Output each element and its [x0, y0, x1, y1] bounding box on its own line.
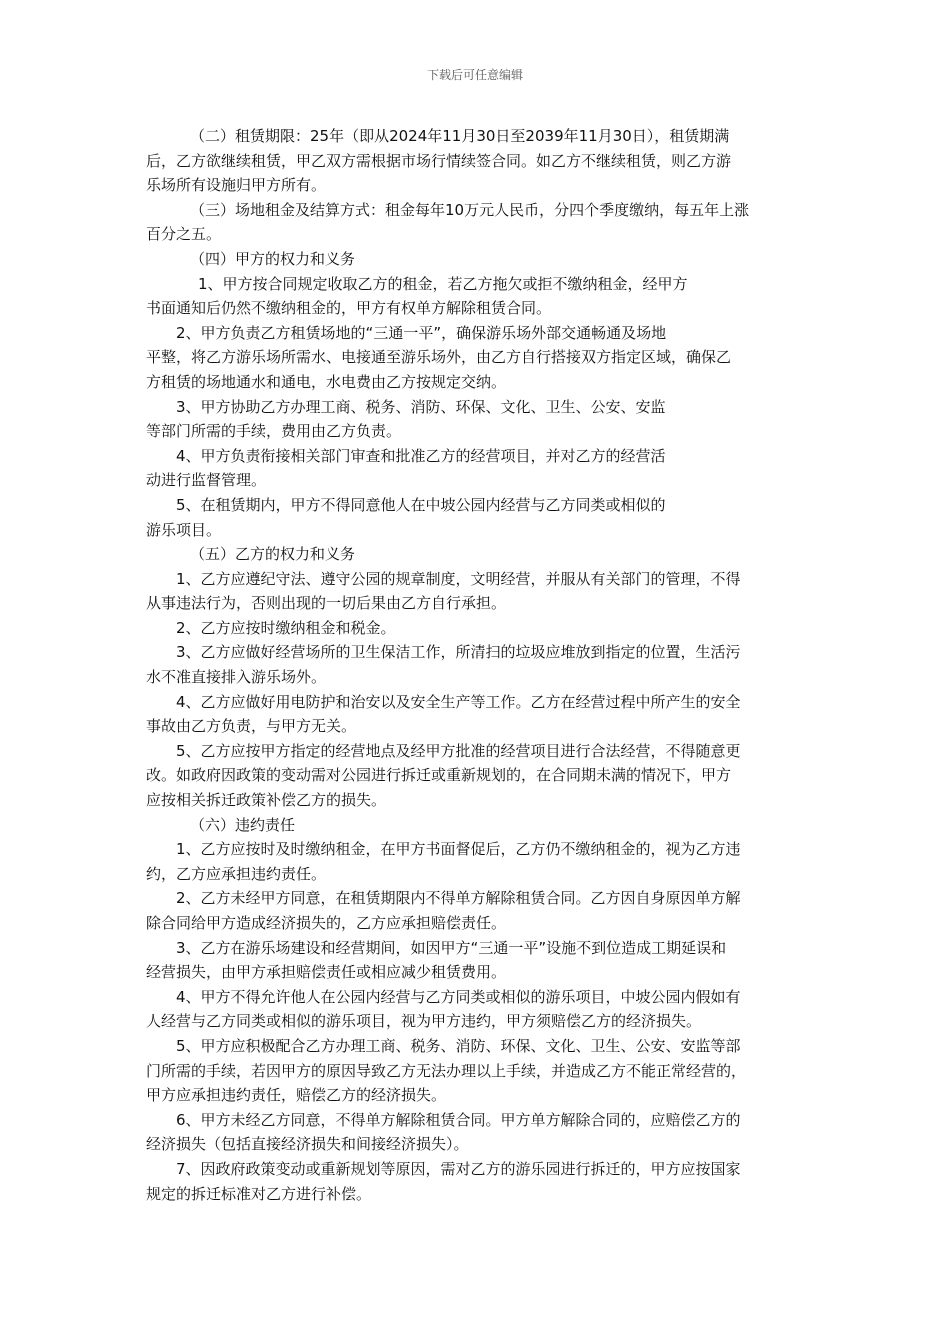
text-line: 改。如政府因政策的变动需对公园进行拆迁或重新规划的，在合同期未满的情况下，甲方	[146, 766, 732, 785]
text-line: 甲方应承担违约责任，赔偿乙方的经济损失。	[146, 1086, 447, 1105]
text-line: 方租赁的场地通水和通电，水电费由乙方按规定交纳。	[146, 372, 507, 391]
text-line: 应按相关拆迁政策补偿乙方的损失。	[146, 791, 387, 810]
text-line: 事故由乙方负责，与甲方无关。	[146, 717, 357, 736]
text-line: 从事违法行为，否则出现的一切后果由乙方自行承担。	[146, 594, 507, 613]
text-line: 5、乙方应按甲方指定的经营地点及经甲方批准的经营项目进行合法经营，不得随意更	[176, 741, 741, 760]
section-heading: （四）甲方的权力和义务	[190, 249, 356, 268]
text-line: 3、甲方协助乙方办理工商、税务、消防、环保、文化、卫生、公安、安监	[176, 397, 666, 416]
text-line: 水不准直接排入游乐场外。	[146, 668, 327, 687]
text-line: 5、在租赁期内，甲方不得同意他人在中坡公园内经营与乙方同类或相似的	[176, 495, 666, 514]
text-line: 4、甲方不得允许他人在公园内经营与乙方同类或相似的游乐项目，中坡公园内假如有	[176, 987, 741, 1006]
text-line: 约，乙方应承担违约责任。	[146, 864, 327, 883]
text-line: 乐场所有设施归甲方所有。	[146, 176, 327, 195]
text-line: 4、乙方应做好用电防护和治安以及安全生产等工作。乙方在经营过程中所产生的安全	[176, 692, 741, 711]
text-line: 平整，将乙方游乐场所需水、电接通至游乐场外，由乙方自行搭接双方指定区域，确保乙	[146, 348, 732, 367]
text-line: 除合同给甲方造成经济损失的，乙方应承担赔偿责任。	[146, 914, 507, 932]
text-line: 4、甲方负责衔接相关部门审查和批准乙方的经营项目，并对乙方的经营活	[176, 446, 666, 465]
text-line: 门所需的手续，若因甲方的原因导致乙方无法办理以上手续，并造成乙方不能正常经营的，	[146, 1061, 747, 1080]
contract-body	[146, 124, 816, 1206]
text-line: 2、乙方未经甲方同意，在租赁期限内不得单方解除租赁合同。乙方因自身原因单方解	[176, 889, 741, 908]
text-line: 人经营与乙方同类或相似的游乐项目，视为甲方违约，甲方须赔偿乙方的经济损失。	[146, 1012, 702, 1031]
page-header: 下载后可任意编辑	[426, 68, 523, 82]
text-line: 6、甲方未经乙方同意，不得单方解除租赁合同。甲方单方解除合同的，应赔偿乙方的	[176, 1110, 741, 1129]
text-line: 百分之五。	[146, 225, 222, 244]
section-heading: （五）乙方的权力和义务	[190, 545, 356, 564]
text-line: 规定的拆迁标准对乙方进行补偿。	[146, 1184, 372, 1203]
text-line: 书面通知后仍然不缴纳租金的，甲方有权单方解除租赁合同。	[146, 299, 552, 318]
text-line: 后，乙方欲继续租赁，甲乙双方需根据市场行情续签合同。如乙方不继续租赁，则乙方游	[146, 151, 732, 170]
text-line: 3、乙方应做好经营场所的卫生保洁工作，所清扫的垃圾应堆放到指定的位置，生活污	[176, 643, 741, 662]
text-line: 1、乙方应按时及时缴纳租金，在甲方书面督促后，乙方仍不缴纳租金的，视为乙方违	[176, 840, 741, 859]
text-line: （三）场地租金及结算方式：租金每年10万元人民币，分四个季度缴纳，每五年上涨	[190, 200, 750, 219]
text-line: 2、乙方应按时缴纳租金和税金。	[176, 618, 396, 637]
text-line: 5、甲方应积极配合乙方办理工商、税务、消防、环保、文化、卫生、公安、安监等部	[176, 1036, 741, 1055]
text-line: 1、甲方按合同规定收取乙方的租金，若乙方拖欠或拒不缴纳租金，经甲方	[198, 274, 688, 293]
text-line: 2、甲方负责乙方租赁场地的“三通一平”，确保游乐场外部交通畅通及场地	[176, 323, 667, 342]
text-line: 动进行监督管理。	[146, 471, 267, 490]
text-line: 1、乙方应遵纪守法、遵守公园的规章制度，文明经营，并服从有关部门的管理，不得	[176, 569, 741, 588]
section-heading: （六）违约责任	[190, 815, 296, 834]
text-line: 游乐项目。	[146, 520, 222, 539]
text-line: 7、因政府政策变动或重新规划等原因，需对乙方的游乐园进行拆迁的，甲方应按国家	[176, 1159, 741, 1178]
text-line: 经济损失（包括直接经济损失和间接经济损失）。	[146, 1135, 469, 1154]
text-line: 经营损失，由甲方承担赔偿责任或相应减少租赁费用。	[146, 963, 507, 982]
text-line: （二）租赁期限：25年（即从2024年11月30日至2039年11月30日），租赁期满	[190, 127, 730, 145]
text-line: 3、乙方在游乐场建设和经营期间，如因甲方“三通一平”设施不到位造成工期延误和	[176, 938, 727, 957]
text-line: 等部门所需的手续，费用由乙方负责。	[146, 422, 402, 441]
